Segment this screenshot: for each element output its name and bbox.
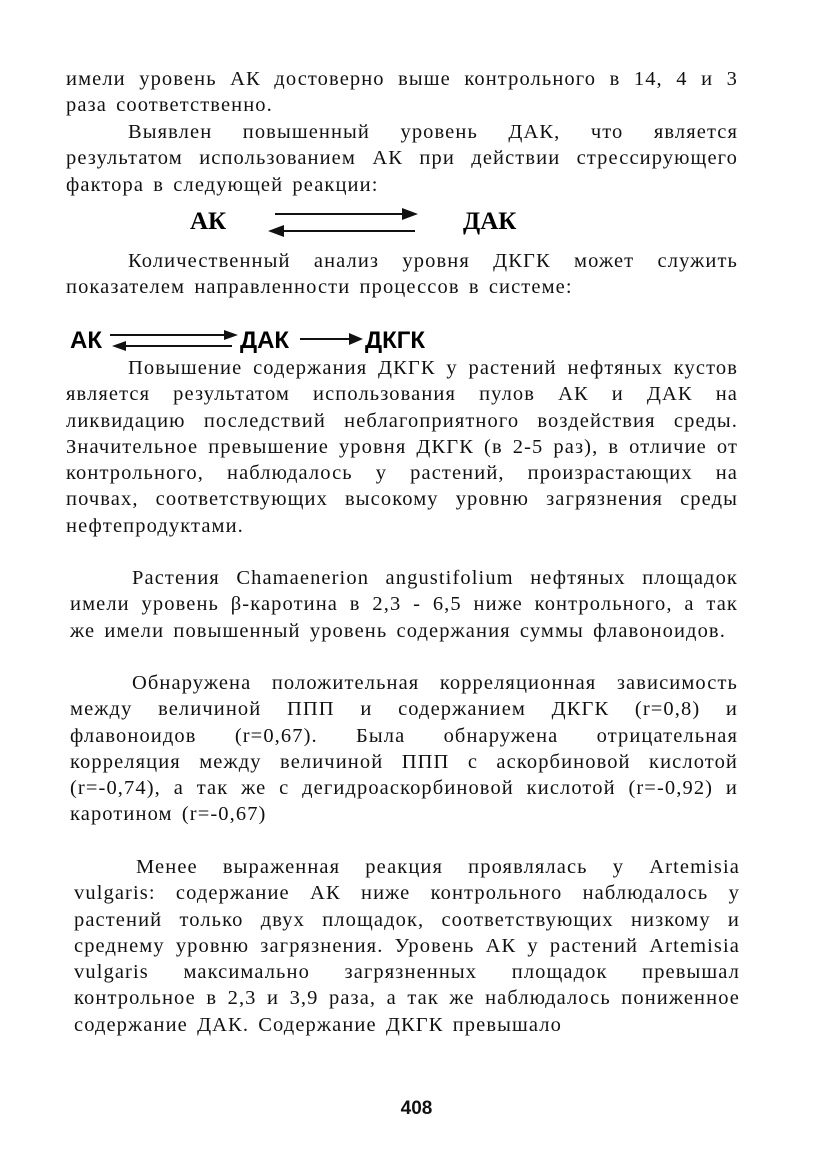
scheme2-forward-head [224,330,238,340]
paragraph-4: Повышение содержания ДКГК у растений нефтяных кустов является результатом использования пулов АК и ДАК на ликвидацию последствий неблагоприятного воздействия среды. Значительное превышение уровня ДКГК (в 2-5 раз), в отличие от контрольного, наблюдалось у растений, произрастающих на почвах, соответствующих высокому уровню загрязнения среды нефтепродуктами. [66,357,738,537]
paragraph-7: Менее выраженная реакция проявлялась у Artemisia vulgaris: содержание АК ниже контрольного наблюдалось у растений только двух площадок, соответствующих низкому и среднему уровню загрязнения. Уровень АК у растений Artemisia vulgaris максимально загрязненных площадок превышал контрольное в 2,3 и 3,9 раза, а так же наблюдалось пониженное содержание ДАК. Содержание ДКГК превышало [74,856,740,1036]
paragraph-3: Количественный анализ уровня ДКГК может служить показателем направленности процессов в системе: [66,250,738,299]
reverse-arrow-head [268,225,284,237]
paragraph-6: Обнаружена положительная корреляционная зависимость между величиной ППП и содержанием ДКГК (r=0,8) и флавоноидов (r=0,67). Была обнаружена отрицательная корреляция между величиной ППП с аскорбиновой кислотой (r=-0,74), а так же с дегидроаскорбиновой кислотой (r=-0,92) и каротином (r=-0,67) [70,672,738,826]
reaction-scheme-ak-dak-dkgk [68,322,468,358]
paragraph-2: Выявлен повышенный уровень ДАК, что является результатом использованием АК при действии стрессирующего фактора в следующей реакции: [66,121,738,196]
reaction-scheme-ak-dak [180,200,560,240]
scheme1-left-label: АК [190,208,227,235]
scheme2-ak-label: АК [70,327,102,354]
scheme2-reverse-head [112,341,126,351]
scheme1-right-label: ДАК [463,208,517,235]
scheme2-dak-label: ДАК [240,327,290,354]
paragraph-1: имели уровень АК достоверно выше контрольного в 14, 4 и 3 раза соответственно. [66,68,738,117]
scheme2-dkgk-label: ДКГК [365,327,425,354]
page-number: 408 [400,1098,433,1119]
forward-arrow-head [402,208,418,220]
paragraph-5: Растения Chamaenerion angustifolium нефтяных площадок имели уровень β-каротина в 2,3 - 6,5 ниже контрольного, а так же имели повышенный уровень содержания суммы флавоноидов. [70,567,738,642]
scheme2-second-head [349,333,363,345]
